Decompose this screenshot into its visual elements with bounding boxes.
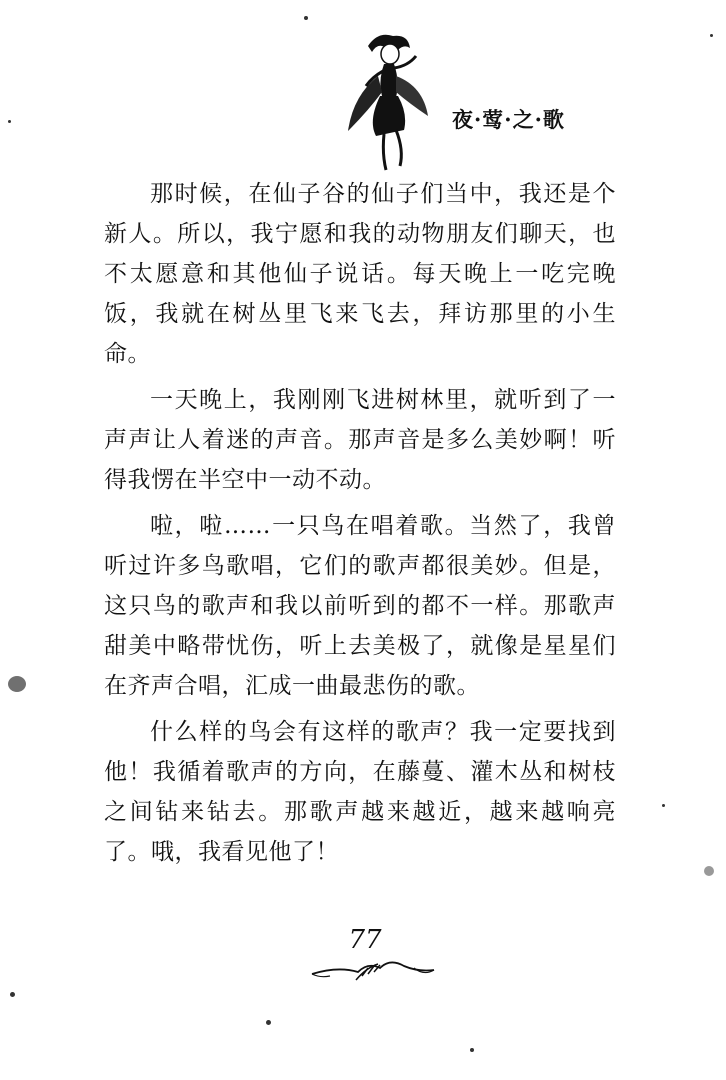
scan-speck xyxy=(470,1048,474,1052)
chapter-title: 夜·莺·之·歌 xyxy=(452,107,565,132)
paragraph: 什么样的鸟会有这样的歌声？我一定要找到他！我循着歌声的方向，在藤蔓、灌木丛和树枝之间钻来钻去。那歌声越来越近，越来越响亮了。哦，我看见他了！ xyxy=(104,719,616,865)
leaf-flourish-ornament-icon xyxy=(308,950,438,986)
scan-speck xyxy=(662,804,665,807)
paragraph: 啦，啦……一只鸟在唱着歌。当然了，我曾听过许多鸟歌唱，它们的歌声都很美妙。但是，这只鸟的歌声和我以前听到的都不一样。那歌声甜美中略带忧伤，听上去美极了，就像是星星们在齐声合唱，汇成一曲最悲伤的歌。 xyxy=(104,513,616,699)
scan-speck xyxy=(266,1020,271,1025)
fairy-illustration-icon xyxy=(338,26,438,176)
paragraph: 那时候，在仙子谷的仙子们当中，我还是个新人。所以，我宁愿和我的动物朋友们聊天，也不太愿意和其他仙子说话。每天晚上一吃完晚饭，我就在树丛里飞来飞去，拜访那里的小生命。 xyxy=(104,181,616,367)
scan-speck xyxy=(10,992,15,997)
body-text xyxy=(104,174,616,878)
scan-speck xyxy=(8,676,26,692)
paragraph: 一天晚上，我刚刚飞进树林里，就听到了一声声让人着迷的声音。那声音是多么美妙啊！听得我愣在半空中一动不动。 xyxy=(104,387,616,493)
scan-speck xyxy=(304,16,308,20)
scan-speck xyxy=(710,34,713,37)
scan-speck xyxy=(704,866,714,876)
scan-speck xyxy=(8,120,11,123)
page-number: 77 xyxy=(348,925,382,955)
